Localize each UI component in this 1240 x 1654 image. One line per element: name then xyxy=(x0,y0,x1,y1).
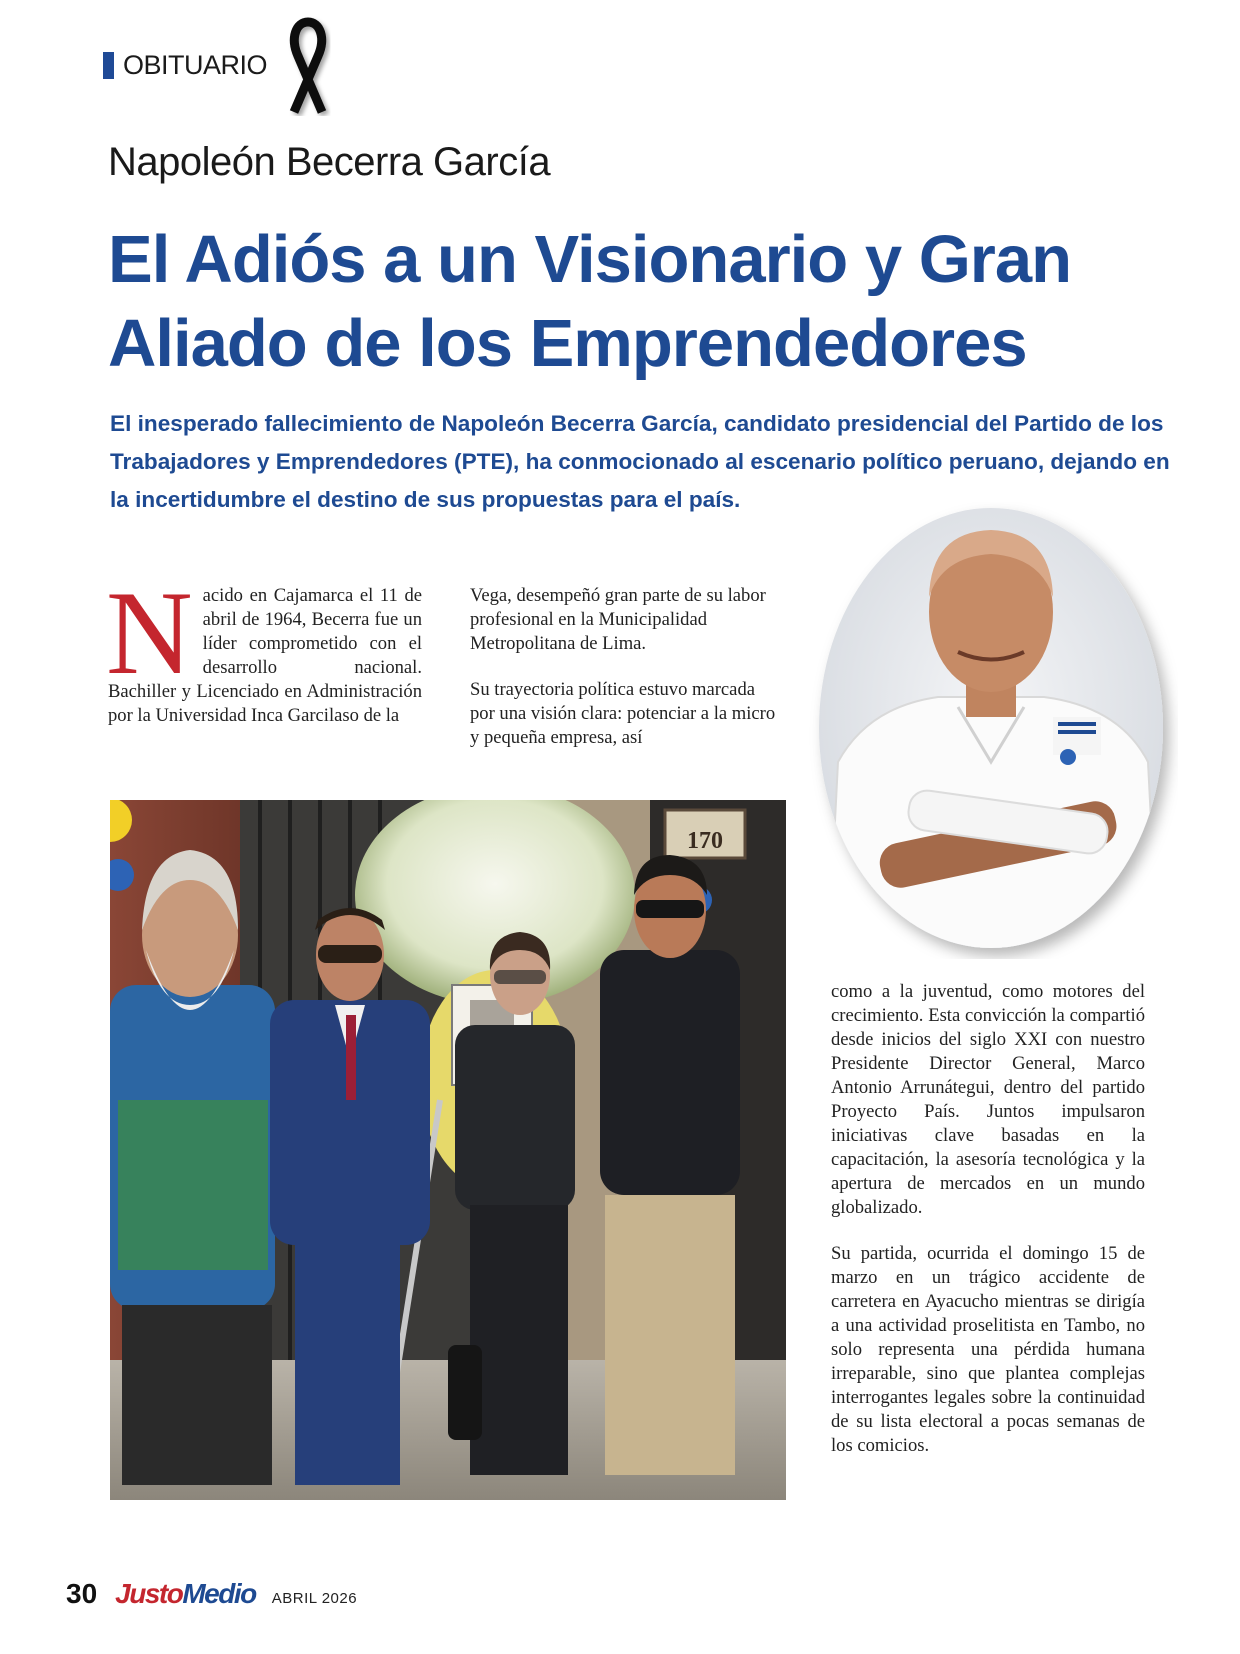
issue-date: ABRIL 2026 xyxy=(271,1590,358,1607)
brand-logo-part-2: Medio xyxy=(182,1578,256,1609)
paragraph-3: Su partida, ocurrida el domingo 15 de marzo en un trágico accidente de carretera en Ayacucho mientras se dirigía a una actividad proselitista en Tambo, no solo representa una pérdida humana irreparable, sino que plantea complejas interrogantes legales sobre la continuidad de su lista electoral a pocas semanas de los comicios. xyxy=(831,1243,1145,1456)
section-bar xyxy=(103,52,114,79)
group-photo xyxy=(110,800,786,1500)
drop-cap: N xyxy=(106,566,193,699)
brand-logo-part-1: Justo xyxy=(115,1578,183,1609)
article-column-2 xyxy=(470,584,784,750)
page-number: 30 xyxy=(66,1578,98,1609)
section-tag xyxy=(103,48,267,82)
page-footer xyxy=(66,1578,357,1618)
paragraph-2-end: como a la juventud, como motores del crecimiento. Esta convicción la compartió desde inicios del siglo XXI con nuestro Presidente Director General, Marco Antonio Arrunátegui, dentro del partido Proyecto País. Juntos impulsaron iniciativas clave basadas en la capacitación, la asesoría tecnológica y la apertura de mercados en un mundo globalizado. xyxy=(831,981,1145,1218)
door-number-sign: 170 xyxy=(687,828,723,854)
headline xyxy=(108,218,1168,386)
article-column-1 xyxy=(106,566,422,728)
section-label: OBITUARIO xyxy=(123,49,268,80)
paragraph-1-continued: Vega, desempeñó gran parte de su labor profesional en la Municipalidad Metropolitana de Lima. xyxy=(470,585,766,654)
paragraph-2-start: Su trayectoria política estuvo marcada por una visión clara: potenciar a la micro y pequeña empresa, así xyxy=(470,679,776,748)
headline-line-1: El Adiós a un Visionario y Gran xyxy=(108,222,1072,297)
lead-paragraph: El inesperado fallecimiento de Napoleón Becerra García, candidato presidencial del Partido de los Trabajadores y Emprendedores (PTE), ha conmocionado al escenario político peruano, dejando en la incertidumbre el destino de sus propuestas para el país. xyxy=(110,411,1170,512)
portrait-photo xyxy=(808,502,1178,959)
article-column-3 xyxy=(831,980,1145,1458)
mourning-ribbon-icon xyxy=(280,16,336,116)
paragraph-1-start: acido en Cajamarca el 11 de abril de 1964, Becerra fue un líder comprometido con el desarrollo nacional. Bachiller y Licenciado en Administración por la Universidad Inca Garcilaso de la xyxy=(108,585,422,726)
headline-line-2: Aliado de los Emprendedores xyxy=(108,306,1027,381)
subject-name: Napoleón Becerra García xyxy=(108,140,551,184)
